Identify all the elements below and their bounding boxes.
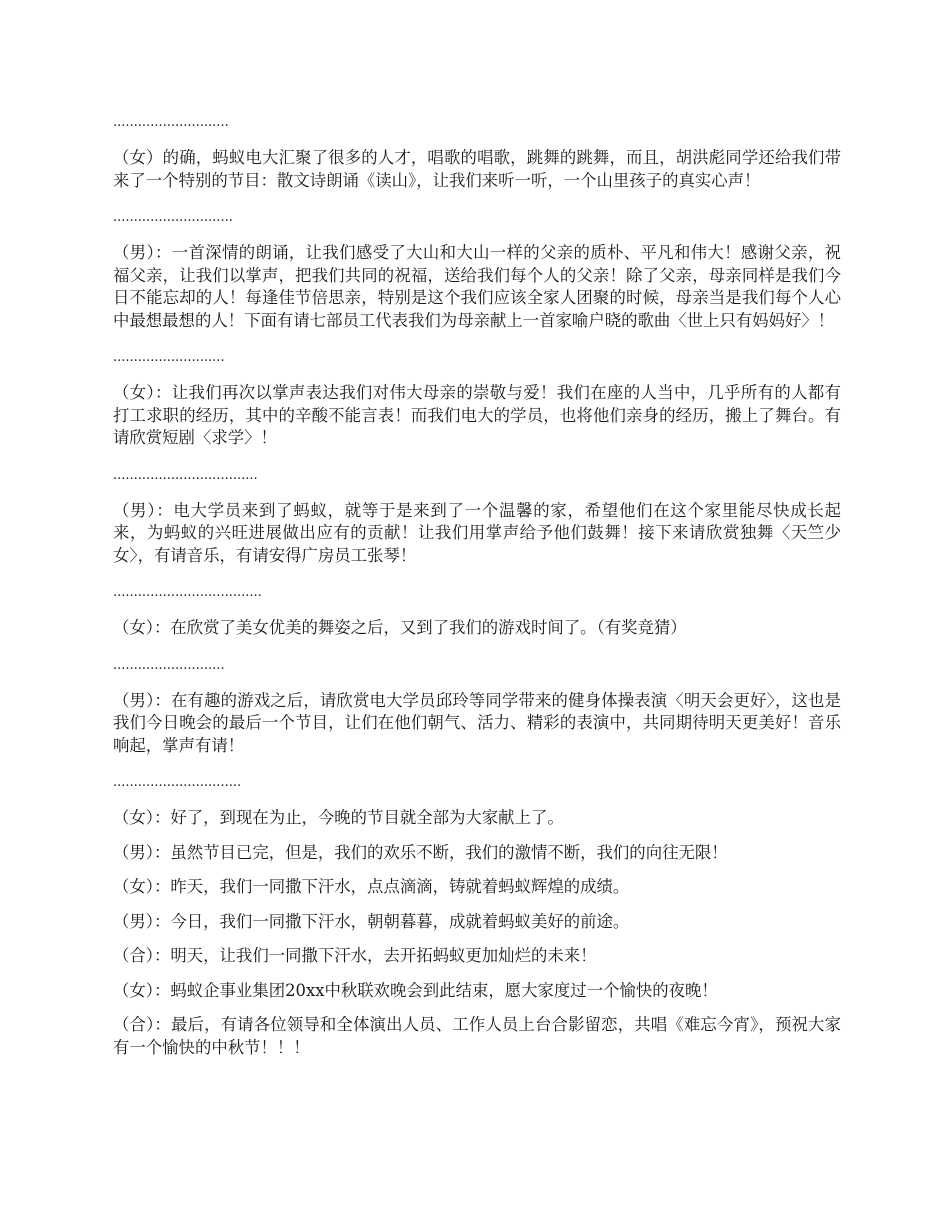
separator-dots: ........................... bbox=[113, 657, 225, 673]
closing-line: （女）：好了，到现在为止，今晚的节目就全部为大家献上了。 bbox=[113, 808, 564, 827]
closing-line: （合）：明天，让我们一同撒下汗水，去开拓蚂蚁更加灿烂的未来！ bbox=[113, 946, 597, 965]
paragraph-female-game-intro: （女）：在欣赏了美女优美的舞姿之后，又到了我们的游戏时间了。（有奖竞猜） bbox=[113, 618, 687, 637]
paragraph-male-dance-intro: （男）：电大学员来到了蚂蚁，就等于是来到了一个温馨的家，希望他们在这个家里能尽快成长起来，为蚂蚁的兴旺进展做出应有的贡献！让我们用掌声给予他们鼓舞！接下来请欣赏独舞〈天竺少女〉，有请音乐，有请安得广房员工张琴！ bbox=[113, 500, 841, 565]
closing-line: （男）：虽然节目已完，但是，我们的欢乐不断，我们的激情不断，我们的向往无限！ bbox=[113, 842, 728, 862]
paragraph-male-parents-tribute: （男）：一首深情的朗诵，让我们感受了大山和大山一样的父亲的质朴、平凡和伟大！感谢父亲，祝福父亲，让我们以掌声，把我们共同的祝福，送给我们每个人的父亲！除了父亲，母亲同样是我们今日不能忘却的人！每逢佳节倍思亲，特别是这个我们应该全家人团聚的时候，母亲当是我们每个人心中最想最想的人！下面有请七部员工代表我们为母亲献上一首家喻户晓的歌曲〈世上只有妈妈好〉！ bbox=[113, 243, 841, 330]
document-page bbox=[113, 113, 841, 1059]
separator-dots: ............................. bbox=[113, 210, 233, 225]
separator-dots: ............................... bbox=[113, 775, 242, 790]
closing-paragraph: （合）：最后，有请各位领导和全体演出人员、工作人员上台合影留恋，共唱《难忘今宵》，预祝大家有一个愉快的中秋节！！！ bbox=[113, 1015, 841, 1057]
closing-line: （女）：昨天，我们一同撒下汗水，点点滴滴，铸就着蚂蚁辉煌的成绩。 bbox=[113, 877, 630, 896]
closing-line: （男）：今日，我们一同撒下汗水，朝朝暮暮，成就着蚂蚁美好的前途。 bbox=[113, 911, 630, 931]
separator-dots: .................................... bbox=[113, 585, 262, 600]
closing-line: （女）：蚂蚁企事业集团20xx中秋联欢晚会到此结束，愿大家度过一个愉快的夜晚！ bbox=[113, 980, 718, 1000]
separator-dots: ........................... bbox=[113, 350, 225, 365]
paragraph-male-final-act: （男）：在有趣的游戏之后，请欣赏电大学员邱玲等同学带来的健身体操表演〈明天会更好〉，这也是我们今日晚会的最后一个节目，让们在他们朝气、活力、精彩的表演中，共同期待明天更美好！音乐响起，掌声有请！ bbox=[113, 690, 841, 755]
separator-dots: ............................ bbox=[113, 115, 229, 130]
paragraph-female-reading-intro: （女）的确，蚂蚁电大汇聚了很多的人才，唱歌的唱歌，跳舞的跳舞，而且，胡洪彪同学还给我们带来了一个特别的节目：散文诗朗诵《读山》，让我们来听一听，一个山里孩子的真实心声！ bbox=[113, 148, 841, 190]
paragraph-female-drama-intro: （女）：让我们再次以掌声表达我们对伟大母亲的崇敬与爱！我们在座的人当中，几乎所有的人都有打工求职的经历，其中的辛酸不能言表！而我们电大的学员，也将他们亲身的经历，搬上了舞台。有请欣赏短剧〈求学〉！ bbox=[113, 383, 841, 447]
separator-dots: ................................... bbox=[113, 467, 258, 483]
